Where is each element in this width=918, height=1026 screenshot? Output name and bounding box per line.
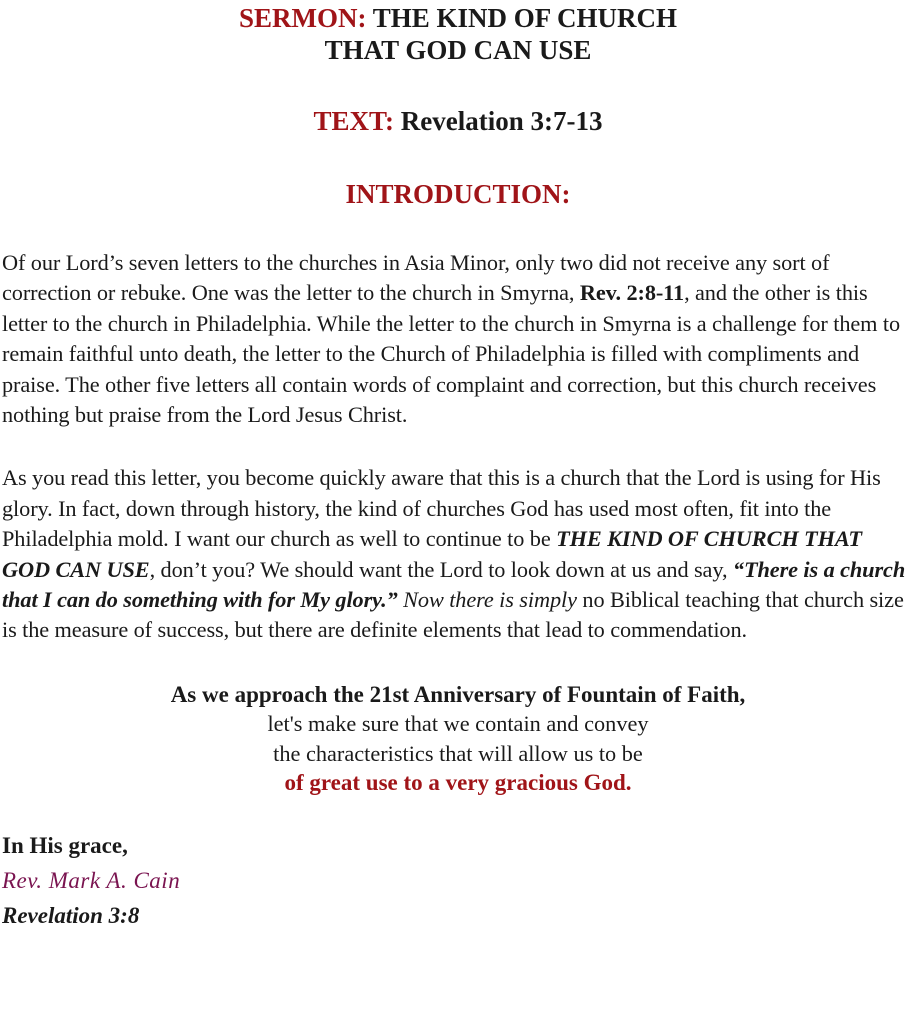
- signoff-verse: Revelation 3:8: [2, 902, 140, 928]
- p2-text-c: no Biblical teaching that church size is the measure of success, but there are definite elements that lead to commendation.: [2, 587, 904, 643]
- sermon-label: SERMON:: [238, 3, 367, 33]
- sermon-title-line2: THAT GOD CAN USE: [324, 35, 592, 65]
- p2-italic: Now there is simply: [397, 587, 577, 613]
- text-label: TEXT:: [313, 106, 395, 136]
- signature: Rev. Mark A. Cain: [2, 867, 181, 893]
- p2-text-a: As you read this letter, you become quickly aware that this is a church that the Lord is using for His glory. In fact, down through history, the kind of churches God has used most often, fit into the Philadelphia mold. I want our church as well to continue to be: [2, 465, 881, 552]
- p1-text-b: , and the other is this letter to the church in Philadelphia. While the letter to the church in Smyrna is a challenge for them to remain faithful unto death, the letter to the Church of Philadelphia is filled with compliments and praise. The other five letters all contain words of complaint and correction, but this church receives nothing but praise from the Lord Jesus Christ.: [2, 280, 901, 428]
- p2-text-b: , don’t you? We should want the Lord to look down at us and say,: [149, 556, 733, 582]
- p1-text-a: Of our Lord’s seven letters to the churches in Asia Minor, only two did not receive any sort of correction or rebuke. One was the letter to the church in Smyrna,: [2, 250, 830, 306]
- intro-paragraph-2: [2, 463, 914, 645]
- closing-line-2: let's make sure that we contain and convey: [267, 711, 649, 737]
- scripture-text: [2, 105, 914, 137]
- sermon-title: [2, 0, 914, 66]
- signoff: [2, 828, 914, 933]
- closing-line-3: the characteristics that will allow us to be: [273, 740, 643, 766]
- sermon-title-line1: THE KIND OF CHURCH: [372, 3, 678, 33]
- closing-line-4: of great use to a very gracious God.: [284, 770, 632, 796]
- signoff-greeting: In His grace,: [2, 832, 128, 858]
- anniversary-closing: [2, 680, 914, 798]
- closing-line-1: As we approach the 21st Anniversary of Fountain of Faith,: [170, 681, 746, 707]
- p2-quote: “There is a church that I can do something with for My glory.”: [2, 556, 906, 613]
- text-reference: Revelation 3:7-13: [400, 106, 603, 136]
- p1-scripture-ref: Rev. 2:8-11: [579, 280, 685, 306]
- introduction-heading: INTRODUCTION:: [345, 179, 571, 209]
- intro-paragraph-1: [2, 248, 914, 430]
- p2-emphasis: THE KIND OF CHURCH THAT GOD CAN USE: [2, 526, 862, 582]
